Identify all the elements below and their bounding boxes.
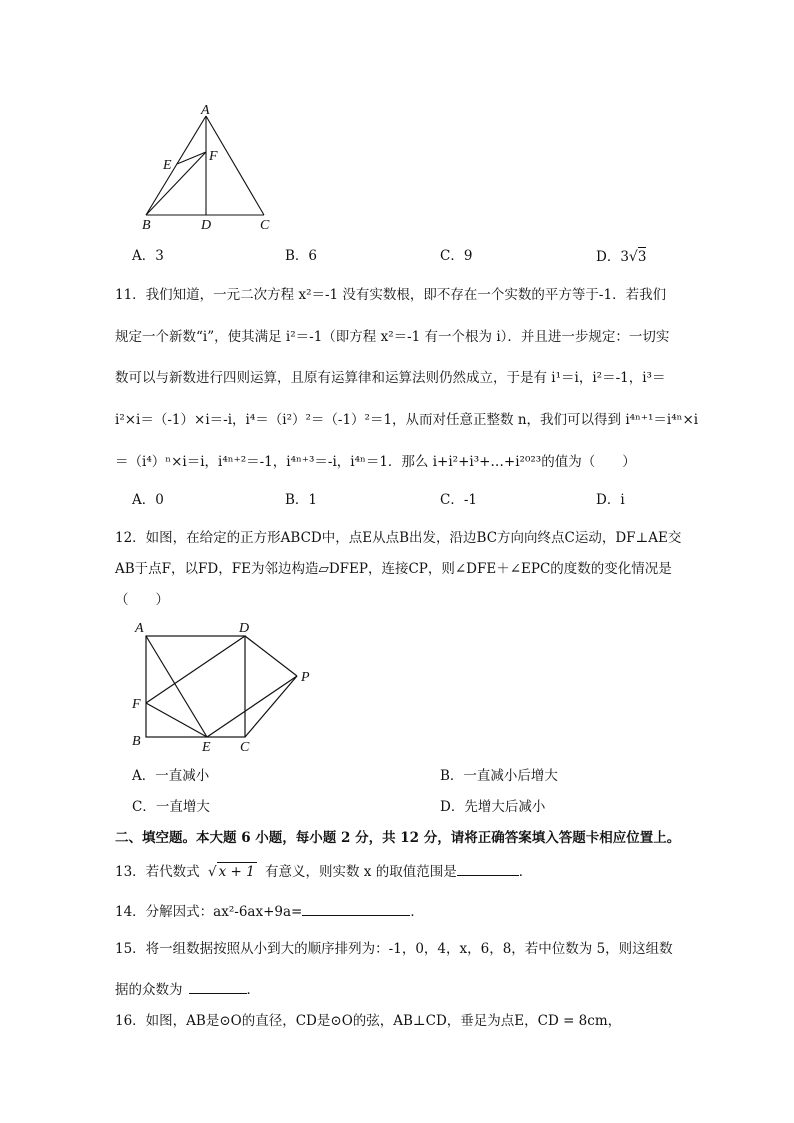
label-P: P <box>301 670 310 685</box>
q13-radicand: x + 1 <box>218 864 255 880</box>
q12-option-c: C．一直增大 <box>132 799 210 815</box>
square-figure <box>125 618 325 758</box>
q12-option-d: D．先增大后减小 <box>440 799 546 815</box>
q13-answer-blank[interactable] <box>457 863 519 876</box>
label-F: F <box>132 697 141 712</box>
label-F: F <box>209 149 218 164</box>
triangle-figure <box>130 100 290 240</box>
label-C: C <box>260 218 270 233</box>
q11-option-c: C．-1 <box>440 492 477 508</box>
label-D: D <box>239 621 250 636</box>
label-E: E <box>163 158 172 173</box>
q14-answer-blank[interactable] <box>302 903 410 916</box>
q11-line-2: 规定一个新数“i”，使其满足 i²＝-1（即方程 x²＝-1 有一个根为 i）．并且进一步规定：一切实 <box>115 329 670 345</box>
q15-end: ． <box>246 982 260 998</box>
label-C: C <box>240 740 250 755</box>
section-2-title: 二、填空题。本大题 6 小题，每小题 2 分，共 12 分，请将正确答案填入答题卡相应位置上。 <box>115 830 681 846</box>
q12-line-2: AB于点F，以FD，FE为邻边构造▱DFEP，连接CP，则∠DFE＋∠EPC的度数的变化情况是 <box>115 561 672 577</box>
q11-option-b: B．1 <box>285 492 318 508</box>
q13-prefix: 13．若代数式 <box>115 864 200 880</box>
q10-option-d-prefix: D．3 <box>596 249 629 265</box>
label-A: A <box>201 103 210 118</box>
label-B: B <box>142 218 151 233</box>
q16-line-1: 16．如图，AB是⊙O的直径，CD是⊙O的弦，AB⊥CD，垂足为点E，CD = 8cm， <box>115 1013 622 1029</box>
q12-option-b: B．一直减小后增大 <box>440 768 558 784</box>
q15-line-1: 15．将一组数据按照从小到大的顺序排列为：-1，0，4，x，6，8，若中位数为 5，则这组数 <box>115 941 673 957</box>
q12-line-1: 12．如图，在给定的正方形ABCD中，点E从点B出发，沿边BC方向向终点C运动，DF⊥AE交 <box>115 530 682 546</box>
q11-option-d: D．i <box>596 492 625 508</box>
q11-line-5: ＝（i⁴）ⁿ×i＝i，i⁴ⁿ⁺²＝-1，i⁴ⁿ⁺³＝-i，i⁴ⁿ＝1．那么 i+i²+i³+…+i²⁰²³的值为（ ） <box>115 454 636 470</box>
q13 <box>115 863 532 880</box>
sqrt-sign: √ <box>628 249 638 265</box>
q11-line-1: 11．我们知道，一元二次方程 x²＝-1 没有实数根，即不存在一个实数的平方等于-1．若我们 <box>115 287 667 303</box>
q11-option-a: A．0 <box>132 492 164 508</box>
q14-end: ． <box>410 904 424 920</box>
label-B: B <box>132 734 141 749</box>
label-D: D <box>201 218 212 233</box>
q11-line-4: i²×i＝（-1）×i＝-i，i⁴＝（i²）²＝（-1）²＝1，从而对任意正整数 n，我们可以得到 i⁴ⁿ⁺¹＝i⁴ⁿ×i <box>115 412 699 428</box>
q13-suffix: 有意义，则实数 x 的取值范围是 <box>265 864 457 880</box>
q15-line-2-text: 据的众数为 <box>115 982 183 998</box>
sqrt-sign: √ <box>207 864 217 880</box>
q10-option-d <box>596 250 646 265</box>
q10-option-c: C．9 <box>440 248 473 264</box>
q15-line-2 <box>115 981 260 998</box>
label-A: A <box>135 621 144 636</box>
q14-text: 14．分解因式：ax²-6ax+9a= <box>115 904 303 920</box>
label-E: E <box>202 740 211 755</box>
q15-answer-blank[interactable] <box>189 981 247 994</box>
q12-line-3: （ ） <box>115 592 169 608</box>
q10-option-b: B．6 <box>285 248 318 264</box>
q10-option-d-radicand: 3 <box>637 249 647 265</box>
q11-line-3: 数可以与新数进行四则运算，且原有运算律和运算法则仍然成立，于是有 i¹＝i，i²＝-1，i³＝ <box>115 370 666 386</box>
q12-option-a: A．一直减小 <box>132 768 210 784</box>
q14 <box>115 903 424 920</box>
q10-option-a: A．3 <box>132 248 164 264</box>
q13-end: ． <box>518 864 533 880</box>
